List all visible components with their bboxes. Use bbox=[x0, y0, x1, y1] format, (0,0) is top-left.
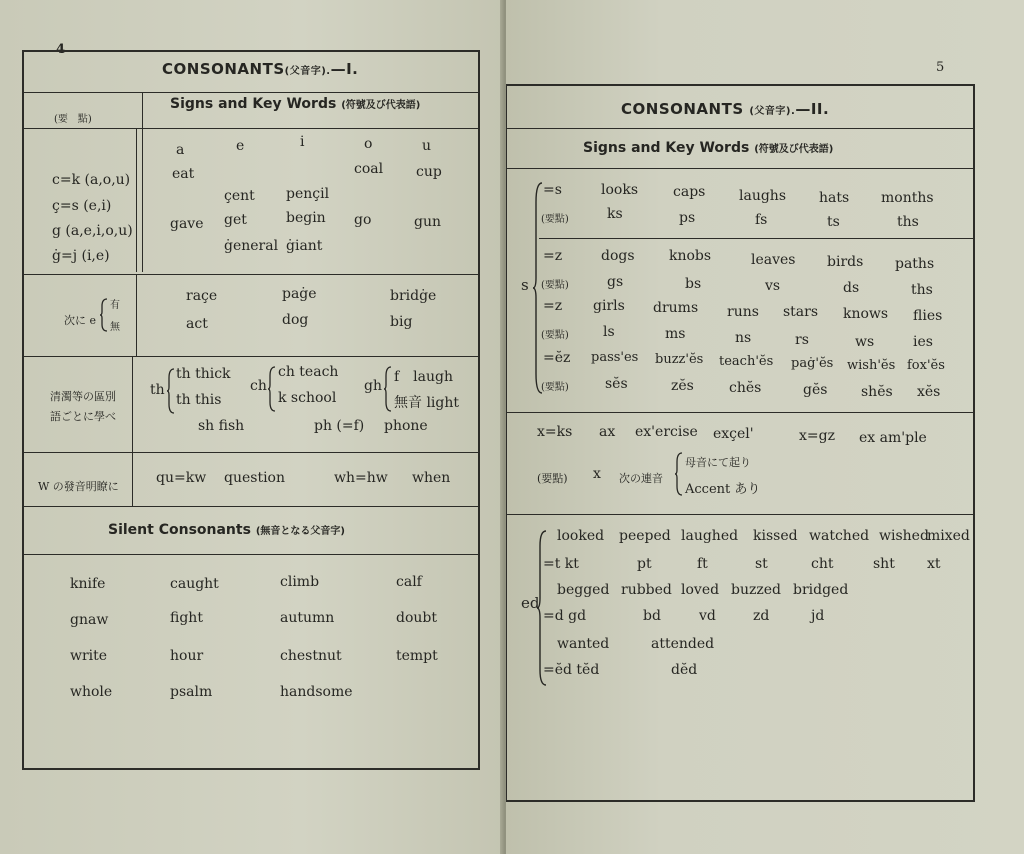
s-sign: s bbox=[521, 276, 529, 294]
th-sign: th bbox=[150, 382, 165, 398]
table-title: CONSONANTS(父音字).—I. bbox=[162, 60, 359, 78]
wh-sign: wh=hw bbox=[334, 470, 388, 486]
x-gz: x=gz bbox=[799, 428, 835, 444]
table-title: CONSONANTS (父音字).—II. bbox=[621, 100, 830, 118]
s-word: pass'es bbox=[591, 350, 639, 365]
key-word: ġiant bbox=[286, 238, 323, 254]
s-word: hats bbox=[819, 190, 850, 206]
silent-word: doubt bbox=[396, 610, 437, 626]
sh-word: sh fish bbox=[198, 418, 245, 434]
silent-word: calf bbox=[396, 574, 422, 590]
ed-word: peeped bbox=[619, 528, 671, 544]
key-word: bridġe bbox=[390, 288, 437, 304]
x-word: ex am'ple bbox=[859, 430, 927, 446]
x-word: ex'ercise bbox=[635, 424, 698, 440]
s-word: ies bbox=[913, 334, 933, 350]
ed-word: watched bbox=[809, 528, 870, 544]
row3-label-1: 清濁等の區別 bbox=[50, 390, 116, 403]
consonants-table-2 bbox=[506, 84, 975, 802]
ed-sign-row: =ĕd tĕd bbox=[543, 662, 600, 678]
header-key-points: (要 點) bbox=[54, 114, 92, 125]
silent-word: tempt bbox=[396, 648, 438, 664]
x-next: 次の連音 bbox=[619, 472, 663, 485]
rule-c: c=k (a,o,u) bbox=[52, 172, 131, 188]
s-word: gs bbox=[607, 274, 624, 290]
brace-icon bbox=[268, 366, 276, 412]
ed-word: buzzed bbox=[731, 582, 781, 598]
s-word: paġ'ĕs bbox=[791, 356, 834, 371]
row3-label-2: 語ごとに學べ bbox=[50, 410, 116, 423]
s-word: ws bbox=[855, 334, 875, 350]
ed-word: wanted bbox=[557, 636, 610, 652]
ed-word: wished bbox=[879, 528, 929, 544]
s-word: leaves bbox=[751, 252, 796, 268]
s-word: months bbox=[881, 190, 934, 206]
s-word: knows bbox=[843, 306, 889, 322]
header-signs: Signs and Key Words (符號及び代表語) bbox=[583, 140, 834, 156]
ph-word: phone bbox=[384, 418, 428, 434]
key-word: çent bbox=[224, 188, 255, 204]
key-word: go bbox=[354, 212, 372, 228]
th-item: th this bbox=[176, 392, 222, 408]
s-word: bs bbox=[685, 276, 702, 292]
e-label-has: 有 bbox=[110, 300, 120, 311]
s-sign-row: (要點) bbox=[541, 214, 569, 225]
vowel: e bbox=[236, 138, 245, 154]
ed-word: st bbox=[755, 556, 768, 572]
key-word: big bbox=[390, 314, 413, 330]
e-label: 次に e bbox=[64, 314, 97, 327]
key-word: paġe bbox=[282, 286, 317, 302]
ed-word: mixed bbox=[927, 528, 970, 544]
key-word: raçe bbox=[186, 288, 218, 304]
right-page bbox=[506, 0, 1024, 854]
ed-word: dĕd bbox=[671, 662, 698, 678]
s-word: flies bbox=[913, 308, 943, 324]
vowel: o bbox=[364, 136, 373, 152]
ed-word: begged bbox=[557, 582, 610, 598]
ed-sign-row: =t kt bbox=[543, 556, 579, 572]
consonants-table-1 bbox=[22, 50, 480, 770]
ed-word: cht bbox=[811, 556, 834, 572]
s-sign-row: =z bbox=[543, 248, 563, 264]
silent-word: gnaw bbox=[70, 612, 109, 628]
key-word: ġeneral bbox=[224, 238, 279, 254]
ed-word: zd bbox=[753, 608, 770, 624]
ed-word: sht bbox=[873, 556, 895, 572]
s-word: laughs bbox=[739, 188, 787, 204]
s-word: fox'ĕs bbox=[907, 358, 945, 373]
ed-word: ft bbox=[697, 556, 708, 572]
s-word: ths bbox=[911, 282, 933, 298]
vowel: a bbox=[176, 142, 185, 158]
s-sign-row: (要點) bbox=[541, 280, 569, 291]
s-word: sĕs bbox=[605, 376, 628, 392]
ed-sign-row: =d gd bbox=[543, 608, 587, 624]
key-word: get bbox=[224, 212, 247, 228]
s-word: looks bbox=[601, 182, 639, 198]
page-number: 5 bbox=[936, 60, 945, 75]
rule-c-cedilla: ç=s (e,i) bbox=[52, 198, 112, 214]
silent-word: handsome bbox=[280, 684, 353, 700]
left-page bbox=[0, 0, 504, 854]
s-word: birds bbox=[827, 254, 864, 270]
ed-word: kissed bbox=[753, 528, 798, 544]
s-word: drums bbox=[653, 300, 699, 316]
silent-word: climb bbox=[280, 574, 320, 590]
ed-word: rubbed bbox=[621, 582, 672, 598]
vowel: i bbox=[300, 134, 305, 150]
key-word: dog bbox=[282, 312, 309, 328]
gh-item: 無音 light bbox=[394, 395, 460, 411]
key-word: pençil bbox=[286, 186, 330, 202]
brace-icon bbox=[100, 298, 108, 332]
qu-sign: qu=kw bbox=[156, 470, 207, 486]
brace-icon bbox=[167, 368, 175, 414]
s-word: buzz'ĕs bbox=[655, 352, 704, 367]
silent-word: fight bbox=[170, 610, 203, 626]
s-word: ds bbox=[843, 280, 860, 296]
key-word: when bbox=[412, 470, 451, 486]
ed-word: bridged bbox=[793, 582, 849, 598]
x-opt: 母音にて起り bbox=[685, 456, 751, 469]
header-signs: Signs and Key Words (符號及び代表語) bbox=[170, 96, 421, 112]
ed-sign: ed bbox=[521, 594, 540, 612]
x-label: (要點) bbox=[537, 472, 568, 485]
s-sign-row: =ĕz bbox=[543, 350, 571, 366]
rule-g-dot: ġ=j (i,e) bbox=[52, 248, 110, 264]
silent-word: hour bbox=[170, 648, 204, 664]
s-word: knobs bbox=[669, 248, 712, 264]
ph-sign: ph (=f) bbox=[314, 418, 365, 434]
key-word: gun bbox=[414, 214, 441, 230]
x-symbol: x bbox=[593, 466, 601, 482]
s-sign-row: =s bbox=[543, 182, 562, 198]
silent-word: caught bbox=[170, 576, 219, 592]
x-word: exçel' bbox=[713, 426, 754, 442]
s-word: ps bbox=[679, 210, 696, 226]
page-number: 4 bbox=[56, 42, 66, 57]
s-word: rs bbox=[795, 332, 809, 348]
key-word: act bbox=[186, 316, 208, 332]
s-word: ths bbox=[897, 214, 919, 230]
s-sign-row: =z bbox=[543, 298, 563, 314]
s-word: paths bbox=[895, 256, 935, 272]
x-ks: x=ks bbox=[537, 424, 573, 440]
key-word: gave bbox=[170, 216, 204, 232]
ch-sign: ch bbox=[250, 378, 267, 394]
s-word: ks bbox=[607, 206, 623, 222]
ed-word: pt bbox=[637, 556, 652, 572]
s-word: shĕs bbox=[861, 384, 893, 400]
ed-word: looked bbox=[557, 528, 605, 544]
key-word: question bbox=[224, 470, 285, 486]
row4-label: W の發音明瞭に bbox=[38, 480, 119, 493]
s-word: stars bbox=[783, 304, 819, 320]
ed-word: loved bbox=[681, 582, 720, 598]
ed-word: attended bbox=[651, 636, 715, 652]
vowel: u bbox=[422, 138, 432, 154]
silent-word: autumn bbox=[280, 610, 335, 626]
s-word: ls bbox=[603, 324, 615, 340]
s-word: ts bbox=[827, 214, 840, 230]
s-sign-row: (要點) bbox=[541, 330, 569, 341]
x-word: ax bbox=[599, 424, 616, 440]
ed-word: xt bbox=[927, 556, 941, 572]
silent-word: write bbox=[70, 648, 108, 664]
th-item: th thick bbox=[176, 366, 231, 382]
s-word: fs bbox=[755, 212, 768, 228]
ed-word: vd bbox=[699, 608, 716, 624]
key-word: eat bbox=[172, 166, 195, 182]
s-word: wish'ĕs bbox=[847, 358, 896, 373]
s-word: dogs bbox=[601, 248, 635, 264]
s-word: gĕs bbox=[803, 382, 828, 398]
silent-word: knife bbox=[70, 576, 106, 592]
ch-item: k school bbox=[278, 390, 337, 406]
s-word: xĕs bbox=[917, 384, 941, 400]
s-word: vs bbox=[765, 278, 781, 294]
s-word: teach'ĕs bbox=[719, 354, 774, 369]
brace-icon bbox=[384, 366, 392, 412]
x-opt: Accent あり bbox=[685, 482, 761, 497]
s-word: runs bbox=[727, 304, 759, 320]
ch-item: ch teach bbox=[278, 364, 339, 380]
ed-word: laughed bbox=[681, 528, 739, 544]
brace-icon bbox=[675, 452, 683, 496]
rule-g: g (a,e,i,o,u) bbox=[52, 223, 133, 239]
silent-title: Silent Consonants (無音となる父音字) bbox=[108, 522, 345, 538]
ed-word: jd bbox=[811, 608, 825, 624]
key-word: cup bbox=[416, 164, 442, 180]
silent-word: chestnut bbox=[280, 648, 342, 664]
s-word: chĕs bbox=[729, 380, 762, 396]
silent-word: psalm bbox=[170, 684, 213, 700]
gh-item: f laugh bbox=[394, 369, 454, 385]
e-label-none: 無 bbox=[110, 322, 120, 333]
s-word: ms bbox=[665, 326, 686, 342]
gh-sign: gh bbox=[364, 378, 382, 394]
key-word: coal bbox=[354, 161, 384, 177]
silent-word: whole bbox=[70, 684, 113, 700]
s-word: girls bbox=[593, 298, 625, 314]
s-word: zĕs bbox=[671, 378, 694, 394]
ed-word: bd bbox=[643, 608, 661, 624]
s-word: ns bbox=[735, 330, 752, 346]
key-word: begin bbox=[286, 210, 326, 226]
s-word: caps bbox=[673, 184, 706, 200]
s-sign-row: (要點) bbox=[541, 382, 569, 393]
